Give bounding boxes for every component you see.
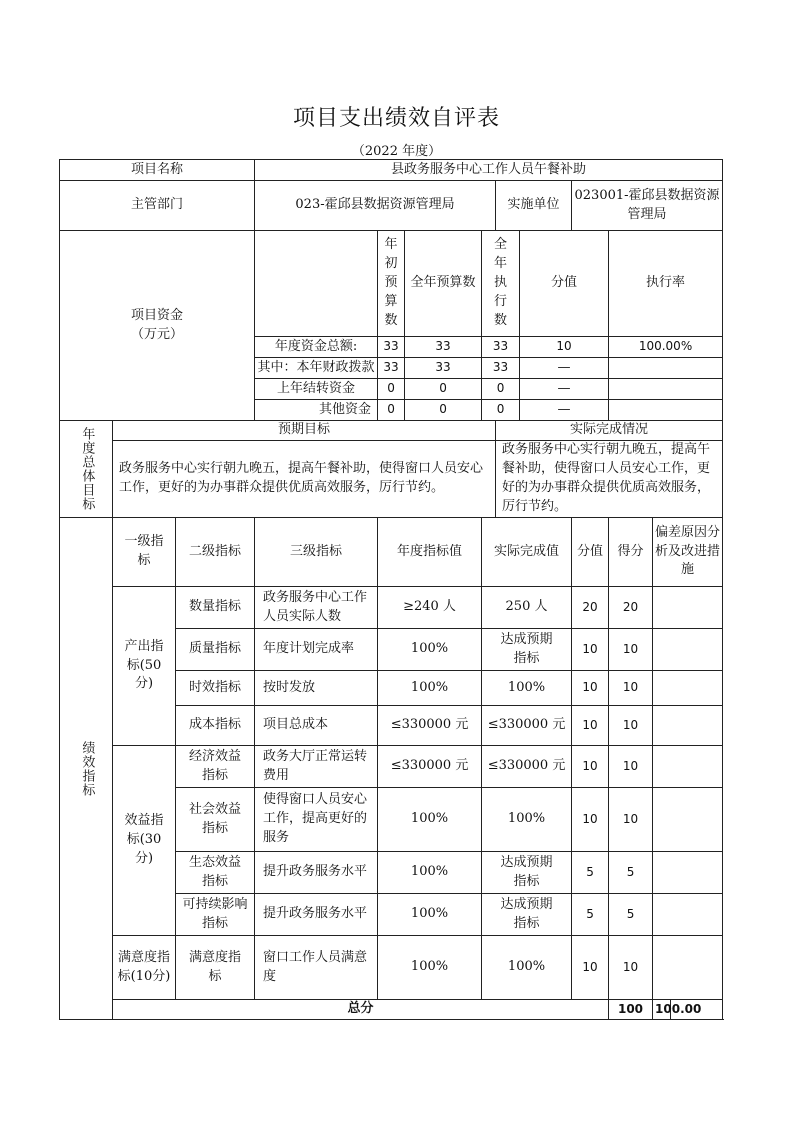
target-cell: ≤330000 元 xyxy=(378,746,482,788)
deviation-cell xyxy=(653,788,723,852)
funds-cell: 10 xyxy=(520,337,609,358)
target-cell: ≤330000 元 xyxy=(378,706,482,746)
level2-cell: 质量指标 xyxy=(176,629,255,671)
department-label: 主管部门 xyxy=(60,181,255,231)
funds-cell: 33 xyxy=(378,358,405,379)
level3-cell: 政务大厅正常运转费用 xyxy=(255,746,378,788)
funds-cell xyxy=(609,358,723,379)
funds-cell: — xyxy=(520,358,609,379)
funds-cell: 33 xyxy=(405,358,482,379)
level1-header: 一级指标 xyxy=(113,518,176,587)
weight-cell: 10 xyxy=(572,671,609,706)
weight-cell: 5 xyxy=(572,852,609,894)
page-title: 项目支出绩效自评表 xyxy=(292,106,500,131)
weight-cell: 10 xyxy=(572,706,609,746)
total-weight: 100 xyxy=(609,1000,653,1020)
level3-cell: 提升政务服务水平 xyxy=(255,852,378,894)
score-cell: 10 xyxy=(609,788,653,852)
project-name-value: 县政务服务中心工作人员午餐补助 xyxy=(255,160,723,181)
funds-cell: 0 xyxy=(482,400,520,421)
funds-cell: 33 xyxy=(378,337,405,358)
funds-row-label: 其中：本年财政拨款 xyxy=(255,358,378,379)
actual-completion-header: 实际完成情况 xyxy=(496,421,723,441)
score-cell: 20 xyxy=(609,587,653,629)
funds-cell: 33 xyxy=(405,337,482,358)
level3-cell: 提升政务服务水平 xyxy=(255,894,378,936)
score-cell: 5 xyxy=(609,894,653,936)
score-cell: 10 xyxy=(609,629,653,671)
department-row xyxy=(60,181,723,231)
weight-header: 分值 xyxy=(572,518,609,587)
level2-cell: 生态效益指标 xyxy=(176,852,255,894)
actual-cell: ≤330000 元 xyxy=(482,706,572,746)
funds-cell: 0 xyxy=(405,379,482,400)
indicator-group-label: 满意度指标(10分) xyxy=(113,936,176,1000)
performance-indicators-label: 绩效指标 xyxy=(60,518,113,1020)
level3-cell: 按时发放 xyxy=(255,671,378,706)
goals-header-row xyxy=(60,421,723,441)
deviation-cell xyxy=(653,587,723,629)
funds-header-initial-budget: 年初预算数 xyxy=(378,231,405,337)
funds-header-row xyxy=(60,231,723,337)
funds-cell: 0 xyxy=(378,400,405,421)
weight-cell: 10 xyxy=(572,629,609,671)
target-cell: 100% xyxy=(378,629,482,671)
target-cell: 100% xyxy=(378,788,482,852)
level2-cell: 成本指标 xyxy=(176,706,255,746)
actual-header: 实际完成值 xyxy=(482,518,572,587)
total-row xyxy=(60,1000,723,1020)
indicators-header-row xyxy=(60,518,723,587)
funds-cell: — xyxy=(520,379,609,400)
funds-cell: — xyxy=(520,400,609,421)
deviation-cell xyxy=(653,894,723,936)
level2-cell: 时效指标 xyxy=(176,671,255,706)
level3-cell: 窗口工作人员满意度 xyxy=(255,936,378,1000)
department-value: 023-霍邱县数据资源管理局 xyxy=(255,181,496,231)
funds-cell: 0 xyxy=(482,379,520,400)
level2-header: 二级指标 xyxy=(176,518,255,587)
score-header: 得分 xyxy=(609,518,653,587)
weight-cell: 10 xyxy=(572,788,609,852)
level2-cell: 社会效益指标 xyxy=(176,788,255,852)
project-name-row xyxy=(60,160,723,181)
funds-cell: 100.00% xyxy=(609,337,723,358)
actual-cell: 达成预期指标 xyxy=(482,629,572,671)
actual-cell: 250 人 xyxy=(482,587,572,629)
score-cell: 10 xyxy=(609,706,653,746)
funds-cell: 0 xyxy=(405,400,482,421)
indicator-row xyxy=(60,587,723,629)
funds-cell: 0 xyxy=(378,379,405,400)
total-score: 100.00 xyxy=(653,1000,671,1020)
deviation-cell xyxy=(653,936,723,1000)
impl-unit-value: 023001-霍邱县数据资源管理局 xyxy=(572,181,723,231)
funds-header-executed: 全年执行数 xyxy=(482,231,520,337)
target-cell: 100% xyxy=(378,852,482,894)
goals-row xyxy=(60,441,723,518)
actual-cell: 达成预期指标 xyxy=(482,894,572,936)
actual-cell: ≤330000 元 xyxy=(482,746,572,788)
funds-row-label: 上年结转资金 xyxy=(255,379,378,400)
level3-cell: 使得窗口人员安心工作，提高更好的服务 xyxy=(255,788,378,852)
actual-cell: 100% xyxy=(482,788,572,852)
self-evaluation-table xyxy=(59,159,723,1020)
deviation-cell xyxy=(653,852,723,894)
level2-cell: 满意度指标 xyxy=(176,936,255,1000)
indicator-group-label: 效益指标(30分) xyxy=(113,746,176,936)
funds-cell: 33 xyxy=(482,358,520,379)
target-header: 年度指标值 xyxy=(378,518,482,587)
score-cell: 10 xyxy=(609,746,653,788)
actual-cell: 100% xyxy=(482,936,572,1000)
funds-cell xyxy=(609,379,723,400)
indicator-row xyxy=(60,746,723,788)
score-cell: 5 xyxy=(609,852,653,894)
funds-row-label: 其他资金 xyxy=(255,400,378,421)
total-label: 总分 xyxy=(113,1000,609,1020)
score-cell: 10 xyxy=(609,936,653,1000)
funds-row-label: 年度资金总额: xyxy=(255,337,378,358)
level3-cell: 政务服务中心工作人员实际人数 xyxy=(255,587,378,629)
target-cell: 100% xyxy=(378,671,482,706)
indicator-group-label: 产出指标(50分) xyxy=(113,587,176,746)
report-year: （2022 年度） xyxy=(351,144,442,159)
weight-cell: 20 xyxy=(572,587,609,629)
deviation-cell xyxy=(653,706,723,746)
level3-cell: 年度计划完成率 xyxy=(255,629,378,671)
funds-label: 项目资金 （万元） xyxy=(60,231,255,421)
weight-cell: 10 xyxy=(572,746,609,788)
deviation-header: 偏差原因分析及改进措施 xyxy=(653,518,723,587)
target-cell: 100% xyxy=(378,936,482,1000)
weight-cell: 5 xyxy=(572,894,609,936)
level2-cell: 可持续影响指标 xyxy=(176,894,255,936)
actual-completion-text: 政务服务中心实行朝九晚五，提高午餐补助，使得窗口人员安心工作，更好的为办事群众提供优质高效服务，厉行节约。 xyxy=(496,441,723,518)
impl-unit-label: 实施单位 xyxy=(496,181,572,231)
level2-cell: 数量指标 xyxy=(176,587,255,629)
funds-cell xyxy=(609,400,723,421)
expected-goal-header: 预期目标 xyxy=(113,421,496,441)
deviation-cell xyxy=(653,671,723,706)
funds-header-annual-budget: 全年预算数 xyxy=(405,231,482,337)
level3-header: 三级指标 xyxy=(255,518,378,587)
deviation-cell xyxy=(653,746,723,788)
level3-cell: 项目总成本 xyxy=(255,706,378,746)
funds-cell: 33 xyxy=(482,337,520,358)
score-cell: 10 xyxy=(609,671,653,706)
project-name-label: 项目名称 xyxy=(60,160,255,181)
funds-header-weight: 分值 xyxy=(520,231,609,337)
deviation-cell xyxy=(653,629,723,671)
funds-header-exec-rate: 执行率 xyxy=(609,231,723,337)
indicator-row xyxy=(60,936,723,1000)
actual-cell: 100% xyxy=(482,671,572,706)
target-cell: 100% xyxy=(378,894,482,936)
weight-cell: 10 xyxy=(572,936,609,1000)
actual-cell: 达成预期指标 xyxy=(482,852,572,894)
annual-goals-label: 年度总体目标 xyxy=(60,421,113,518)
target-cell: ≥240 人 xyxy=(378,587,482,629)
expected-goal-text: 政务服务中心实行朝九晚五，提高午餐补助，使得窗口人员安心工作，更好的为办事群众提供优质高效服务，厉行节约。 xyxy=(113,441,496,518)
funds-blank-cell xyxy=(255,231,378,337)
level2-cell: 经济效益指标 xyxy=(176,746,255,788)
